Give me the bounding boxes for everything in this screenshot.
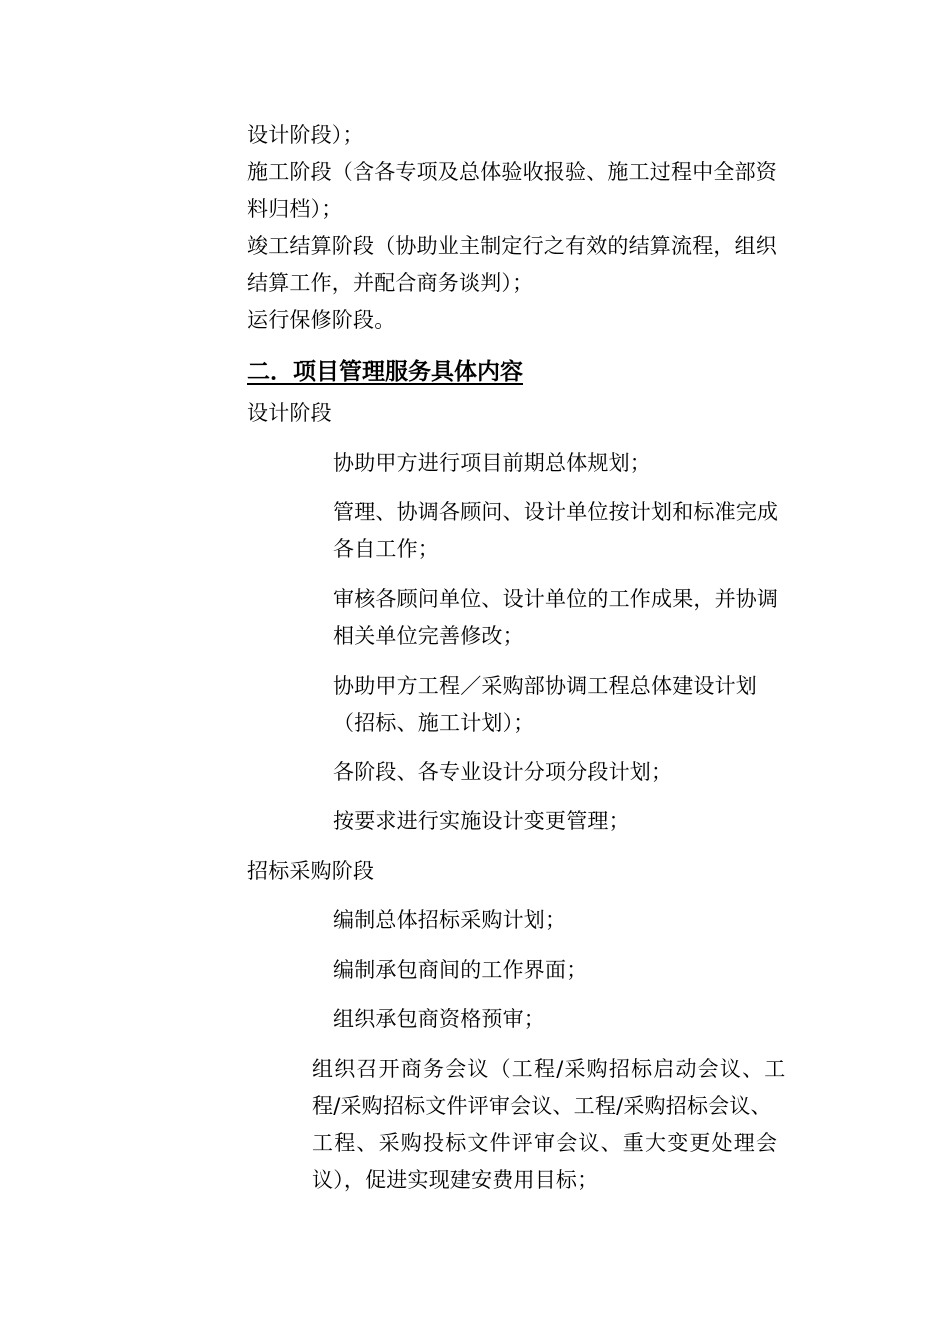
list-item: 管理、协调各顾问、设计单位按计划和标准完成 (333, 500, 779, 524)
intro-line: 设计阶段）； (247, 123, 364, 147)
list-item: 编制承包商间的工作界面； (333, 958, 588, 982)
meeting-item-line: 议），促进实现建安费用目标； (312, 1168, 599, 1192)
intro-line: 竣工结算阶段（协助业主制定行之有效的结算流程，组织 (247, 234, 777, 258)
list-item: 协助甲方进行项目前期总体规划； (333, 451, 651, 475)
list-item: 各阶段、各专业设计分项分段计划； (333, 760, 673, 784)
intro-line: 结算工作，并配合商务谈判）； (247, 271, 534, 295)
meeting-item-line: 程/采购招标文件评审会议、工程/采购招标会议、 (312, 1094, 772, 1118)
phase-title-procurement: 招标采购阶段 (247, 859, 375, 883)
section-heading: 二．项目管理服务具体内容 (247, 359, 523, 385)
list-item-continued: 各自工作； (333, 537, 439, 561)
list-item-continued: 相关单位完善修改； (333, 624, 524, 648)
meeting-item-line: 工程、采购投标文件评审会议、重大变更处理会 (312, 1131, 779, 1155)
intro-line: 施工阶段（含各专项及总体验收报验、施工过程中全部资 (247, 160, 777, 184)
list-item: 审核各顾问单位、设计单位的工作成果，并协调 (333, 587, 779, 611)
list-item: 按要求进行实施设计变更管理； (333, 809, 630, 833)
intro-line: 料归档）； (247, 197, 343, 221)
meeting-item-line: 组织召开商务会议（工程/采购招标启动会议、工 (312, 1057, 787, 1081)
intro-line: 运行保修阶段。 (247, 308, 396, 332)
list-item: 协助甲方工程／采购部协调工程总体建设计划 (333, 674, 757, 698)
list-item: 组织承包商资格预审； (333, 1007, 545, 1031)
list-item: 编制总体招标采购计划； (333, 908, 567, 932)
list-item-continued: （招标、施工计划）； (333, 711, 535, 735)
phase-title-design: 设计阶段 (247, 401, 332, 425)
